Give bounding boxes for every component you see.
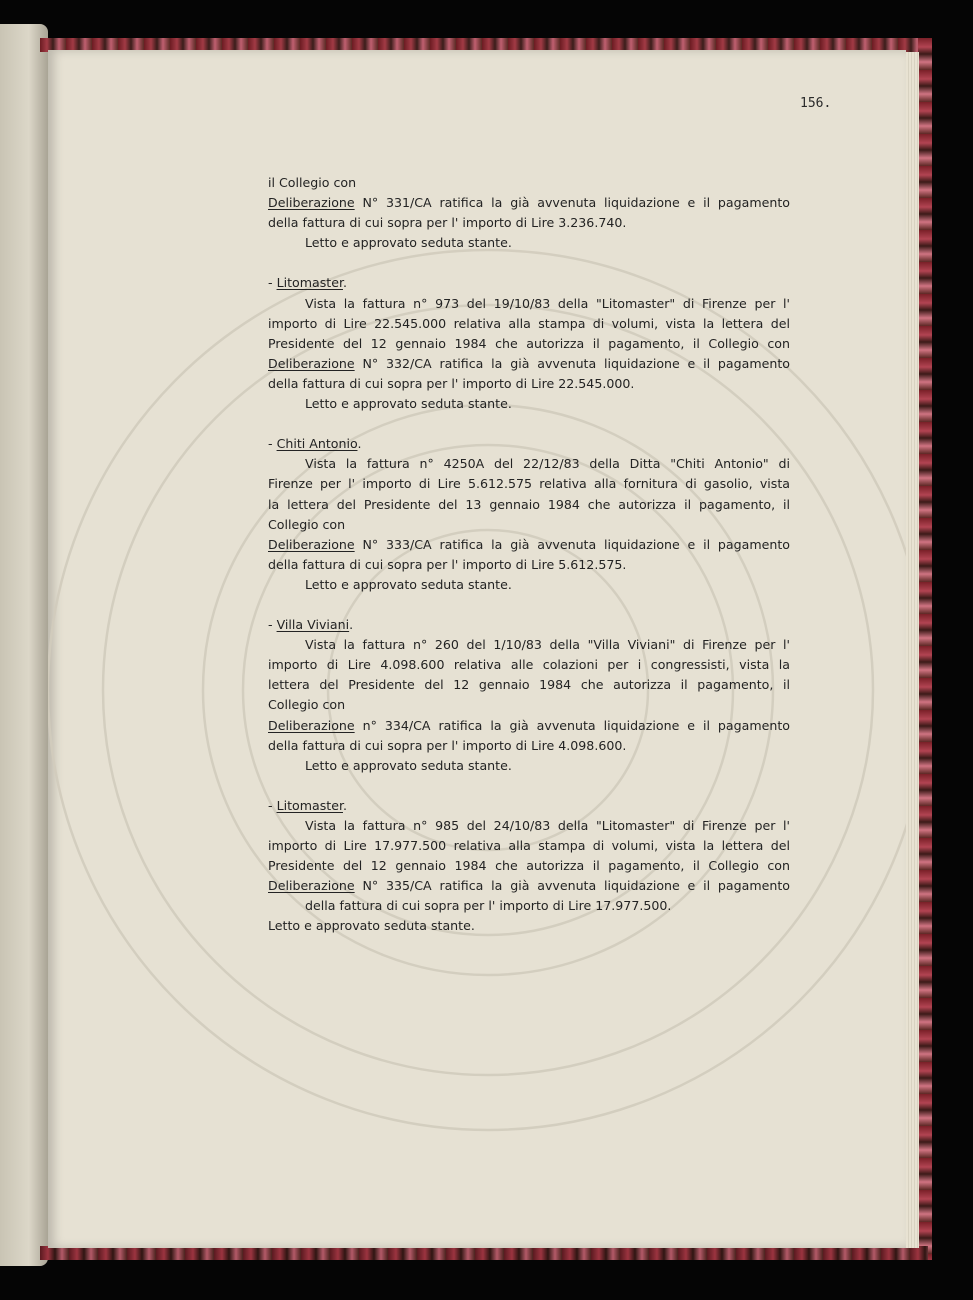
text-line: importo di Lire 17.977.500 relativa alla stampa di volumi, vista la lettera del xyxy=(268,838,790,854)
section-heading: Villa Viviani xyxy=(276,617,350,633)
text-line: Letto e approvato seduta stante. xyxy=(305,576,512,592)
document-page xyxy=(48,50,906,1248)
section-heading: Litomaster xyxy=(276,275,343,291)
text-line: Collegio con xyxy=(268,516,346,532)
line-text: N° 331/CA ratifica la già avvenuta liquidazione e il pagamento xyxy=(354,195,790,211)
line-text: N° 332/CA ratifica la già avvenuta liquidazione e il pagamento xyxy=(354,355,790,371)
line-prefix: - xyxy=(268,436,277,452)
text-line xyxy=(268,273,790,293)
text-line xyxy=(268,434,790,454)
text-line: Letto e approvato seduta stante. xyxy=(305,757,512,773)
text-line: importo di Lire 4.098.600 relativa alle colazioni per i congressisti, vista la xyxy=(268,657,790,673)
text-line xyxy=(268,535,790,555)
text-line: Vista la fattura n° 4250A del 22/12/83 della Ditta "Chiti Antonio" di xyxy=(305,456,790,472)
text-line: della fattura di cui sopra per l' importo di Lire 17.977.500. xyxy=(305,898,672,914)
text-line xyxy=(268,354,790,374)
document-body xyxy=(268,173,790,937)
line-text: N° 335/CA ratifica la già avvenuta liquidazione e il pagamento xyxy=(354,878,790,894)
text-line: importo di Lire 22.545.000 relativa alla stampa di volumi, vista la lettera del xyxy=(268,315,790,331)
line-prefix: - xyxy=(268,275,277,291)
text-line: Letto e approvato seduta stante. xyxy=(305,396,512,412)
page-number: 156. xyxy=(800,96,832,111)
line-text: . xyxy=(342,275,347,291)
text-line xyxy=(268,876,790,896)
deliberazione-label: Deliberazione xyxy=(268,195,355,211)
text-line: Letto e approvato seduta stante. xyxy=(268,918,475,934)
text-line: il Collegio con xyxy=(268,175,357,190)
deliberazione-label: Deliberazione xyxy=(268,717,355,733)
text-line: della fattura di cui sopra per l' importo di Lire 4.098.600. xyxy=(268,737,627,753)
paragraph-gap xyxy=(268,595,790,615)
text-line: Presidente del 12 gennaio 1984 che autorizza il pagamento, il Collegio con xyxy=(268,858,790,874)
line-prefix: - xyxy=(268,797,277,813)
text-line: la lettera del Presidente del 13 gennaio 1984 che autorizza il pagamento, il xyxy=(268,496,790,512)
text-line: Vista la fattura n° 260 del 1/10/83 della "Villa Viviani" di Firenze per l' xyxy=(305,637,790,653)
text-line: della fattura di cui sopra per l' importo di Lire 22.545.000. xyxy=(268,375,635,391)
text-line: Presidente del 12 gennaio 1984 che autorizza il pagamento, il Collegio con xyxy=(268,335,790,351)
text-line xyxy=(268,796,790,816)
text-line: Firenze per l' importo di Lire 5.612.575 relativa alla fornitura di gasolio, vista xyxy=(268,476,790,492)
line-text: n° 334/CA ratifica la già avvenuta liquidazione e il pagamento xyxy=(354,717,790,733)
text-line: Vista la fattura n° 973 del 19/10/83 della "Litomaster" di Firenze per l' xyxy=(305,295,790,311)
text-line: lettera del Presidente del 12 gennaio 1984 che autorizza il pagamento, il xyxy=(268,677,790,693)
text-line: Vista la fattura n° 985 del 24/10/83 della "Litomaster" di Firenze per l' xyxy=(305,818,790,833)
text-line xyxy=(268,615,790,635)
text-line xyxy=(268,193,790,213)
paragraph-gap xyxy=(268,776,790,796)
text-line xyxy=(268,716,790,736)
book-binding-bottom xyxy=(40,1246,928,1260)
book-binding-right xyxy=(918,38,932,1260)
deliberazione-label: Deliberazione xyxy=(268,536,355,552)
paragraph-gap xyxy=(268,253,790,273)
line-prefix: - xyxy=(268,617,277,633)
text-line: della fattura di cui sopra per l' importo di Lire 3.236.740. xyxy=(268,215,627,231)
text-line: Letto e approvato seduta stante. xyxy=(305,235,512,251)
line-text: . xyxy=(349,617,354,633)
left-page-edge xyxy=(0,24,48,1266)
deliberazione-label: Deliberazione xyxy=(268,878,355,894)
paragraph-gap xyxy=(268,414,790,434)
line-text: N° 333/CA ratifica la già avvenuta liquidazione e il pagamento xyxy=(354,536,790,552)
text-line: Collegio con xyxy=(268,697,346,713)
deliberazione-label: Deliberazione xyxy=(268,355,355,371)
line-text: . xyxy=(357,436,362,452)
section-heading: Litomaster xyxy=(276,797,343,813)
section-heading: Chiti Antonio xyxy=(276,436,358,452)
text-line: della fattura di cui sopra per l' importo di Lire 5.612.575. xyxy=(268,556,627,572)
line-text: . xyxy=(342,797,347,813)
